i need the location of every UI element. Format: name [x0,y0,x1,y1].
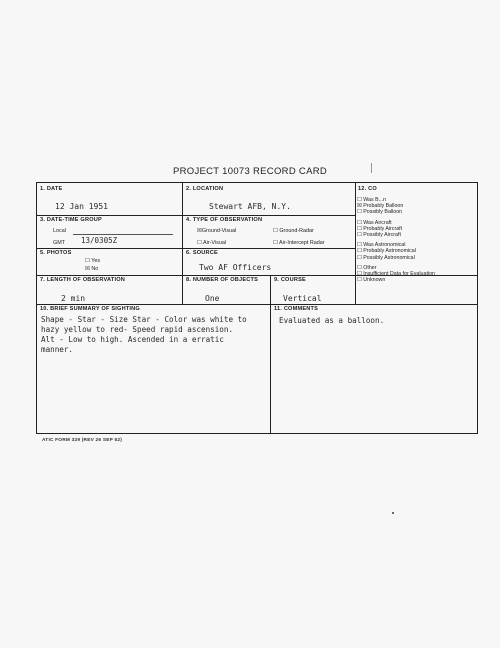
page-title: PROJECT 10073 RECORD CARD [172,166,328,177]
air-intercept-radar-option: ☐ Air-Intercept Radar [273,240,325,246]
checkbox-icon: ☐ [85,258,92,264]
photos-label: 5. PHOTOS [40,250,72,256]
source-value: Two AF Officers [199,263,272,272]
gmt-label: GMT [53,240,65,246]
scan-speck [392,512,394,514]
date-value: 12 Jan 1951 [55,202,108,211]
location-value: Stewart AFB, N.Y. [209,202,291,211]
length-value: 2 min [61,294,86,303]
course-value: Vertical [283,294,322,303]
conclusion-item: ☐ Probably Astronomical [357,248,416,255]
conclusion-item: ☐ Possibly Astronomical [357,254,415,261]
source-label: 6. SOURCE [186,250,218,256]
checkbox-icon: ☐ [273,228,280,234]
date-label: 1. DATE [40,186,63,192]
num-objects-value: One [205,294,220,303]
record-card [36,182,478,434]
air-visual-option: ☐ Air-Visual [197,240,227,246]
ground-visual-option: ☒Ground-Visual [197,228,237,234]
conclusion-item: ☐ Was Astronomical [357,242,406,249]
conclusion-item: ☐ Other [357,264,377,271]
checkbox-icon: ☐ [197,240,204,246]
type-obs-label: 4. TYPE OF OBSERVATION [186,217,263,223]
summary-text: Shape - Star - Size Star - Color was white to hazy yellow to red- Speed rapid ascension. Alt - Low to high. Ascended in a erratic manner. [41,315,247,354]
form-number: ATIC FORM 329 (REV 26 SEP 52) [42,438,122,443]
length-label: 7. LENGTH OF OBSERVATION [40,277,125,283]
photos-yes-option: ☐ Yes [85,258,101,264]
photos-no-option: ☒ No [85,266,99,272]
conclusion-item: ☐ Was B...n [357,197,386,203]
conclusion-label: 12. CO [358,186,377,192]
conclusion-item: ☒ Probably Balloon [357,203,404,210]
summary-label: 10. BRIEF SUMMARY OF SIGHTING [40,306,140,312]
comments-text: Evaluated as a balloon. [279,316,385,325]
num-objects-label: 8. NUMBER OF OBJECTS [186,277,259,283]
ground-radar-option: ☐ Ground-Radar [273,228,314,234]
conclusion-item: ☐ Insufficient Data for Evaluation [357,271,435,278]
gmt-value: 13/0305Z [81,236,118,245]
local-label: Local [53,228,66,234]
location-label: 2. LOCATION [186,186,224,192]
conclusion-item: ☐ Was Aircraft [357,219,392,226]
checked-box-icon: ☒ [85,266,92,272]
conclusion-checklist [357,197,435,283]
conclusion-item: ☐ Unknown [357,277,386,284]
course-label: 9. COURSE [274,277,306,283]
conclusion-item: ☐ Possibly Aircraft [357,232,401,239]
checkbox-icon: ☐ [273,240,280,246]
conclusion-item: ☐ Possibly Balloon [357,209,403,216]
conclusion-item: ☐ Probably Aircraft [357,225,403,232]
checked-box-icon: ☒ [197,228,202,234]
comments-label: 11. COMMENTS [274,306,319,312]
scan-speck [371,163,372,173]
datetime-label: 3. DATE-TIME GROUP [40,217,102,223]
